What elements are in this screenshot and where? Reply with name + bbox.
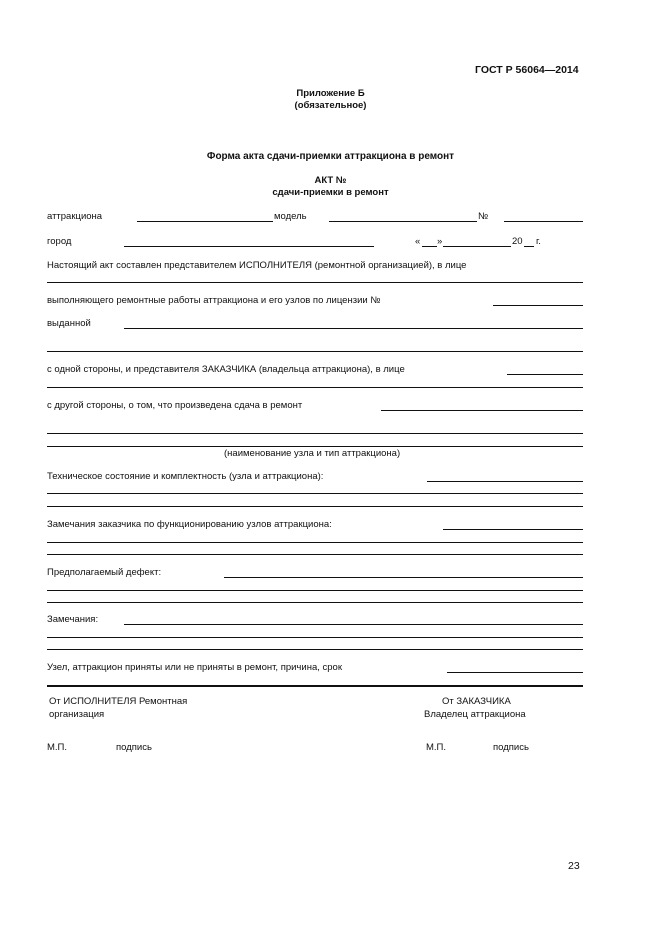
remarks-field[interactable] <box>124 624 583 625</box>
year-suffix: г. <box>536 236 541 247</box>
tech-state-field[interactable] <box>427 481 583 482</box>
acceptance-label: Узел, аттракцион приняты или не приняты в ремонт, причина, срок <box>47 662 342 673</box>
customer-rep-field-continued[interactable] <box>47 387 583 388</box>
executor-rep-field[interactable] <box>47 282 583 283</box>
year-field[interactable] <box>524 246 534 247</box>
attraction-label: аттракциона <box>47 211 103 222</box>
day-field[interactable] <box>422 246 437 247</box>
executor-org: организация <box>49 709 105 720</box>
issued-field-continued[interactable] <box>47 351 583 352</box>
tech-state-label: Техническое состояние и комплектность (узла и аттракциона): <box>47 471 324 482</box>
defect-field-3[interactable] <box>47 602 583 603</box>
defect-label: Предполагаемый дефект: <box>47 567 162 578</box>
handover-field[interactable] <box>381 410 583 411</box>
signature-left[interactable]: подпись <box>116 742 152 753</box>
remarks-label: Замечания: <box>47 614 99 625</box>
license-number-field[interactable] <box>493 305 583 306</box>
acceptance-field[interactable] <box>447 672 583 673</box>
date-open-quote: « <box>415 236 421 247</box>
year-prefix: 20 <box>512 236 523 247</box>
model-field[interactable] <box>329 221 477 222</box>
handover-text: с другой стороны, о том, что произведена сдача в ремонт <box>47 400 303 411</box>
remarks-field-2[interactable] <box>47 637 583 638</box>
unit-name-field-2[interactable] <box>47 446 583 447</box>
form-title: Форма акта сдачи-приемки аттракциона в ремонт <box>206 151 455 162</box>
signature-right[interactable]: подпись <box>493 742 529 753</box>
page-number: 23 <box>568 860 580 872</box>
issued-label: выданной <box>47 318 91 329</box>
appendix-title: Приложение Б <box>296 88 365 99</box>
act-subtitle: сдачи-приемки в ремонт <box>272 187 389 198</box>
model-label: модель <box>274 211 307 222</box>
customer-rep-field[interactable] <box>507 374 583 375</box>
customer-heading: От ЗАКАЗЧИКА <box>442 696 511 707</box>
customer-remarks-field[interactable] <box>443 529 583 530</box>
license-text: выполняющего ремонтные работы аттракциона и его узлов по лицензии № <box>47 295 381 306</box>
unit-name-caption: (наименование узла и тип аттракциона) <box>224 448 401 459</box>
tech-state-field-3[interactable] <box>47 506 583 507</box>
customer-rep-text: с одной стороны, и представителя ЗАКАЗЧИКА (владельца аттракциона), в лице <box>47 364 405 375</box>
number-label: № <box>478 211 489 222</box>
act-title: АКТ № <box>314 175 347 186</box>
stamp-right: М.П. <box>426 742 447 753</box>
standard-code: ГОСТ Р 56064—2014 <box>475 64 579 76</box>
city-field[interactable] <box>124 246 374 247</box>
month-field[interactable] <box>443 246 511 247</box>
customer-remarks-field-3[interactable] <box>47 554 583 555</box>
date-close-quote: » <box>437 236 443 247</box>
acceptance-field-2[interactable] <box>47 685 583 687</box>
attraction-field[interactable] <box>137 221 273 222</box>
appendix-status: (обязательное) <box>294 100 367 111</box>
number-field[interactable] <box>504 221 583 222</box>
act-intro-text: Настоящий акт составлен представителем ИСПОЛНИТЕЛЯ (ремонтной организацией), в лице <box>47 260 467 271</box>
customer-remarks-label: Замечания заказчика по функционированию узлов аттракциона: <box>47 519 332 530</box>
defect-field[interactable] <box>224 577 583 578</box>
executor-heading: От ИСПОЛНИТЕЛЯ Ремонтная <box>49 696 188 707</box>
city-label: город <box>47 236 72 247</box>
tech-state-field-2[interactable] <box>47 493 583 494</box>
stamp-left: М.П. <box>47 742 68 753</box>
issued-field[interactable] <box>124 328 583 329</box>
unit-name-field[interactable] <box>47 433 583 434</box>
defect-field-2[interactable] <box>47 590 583 591</box>
remarks-field-3[interactable] <box>47 649 583 650</box>
customer-remarks-field-2[interactable] <box>47 542 583 543</box>
customer-owner: Владелец аттракциона <box>424 709 526 720</box>
